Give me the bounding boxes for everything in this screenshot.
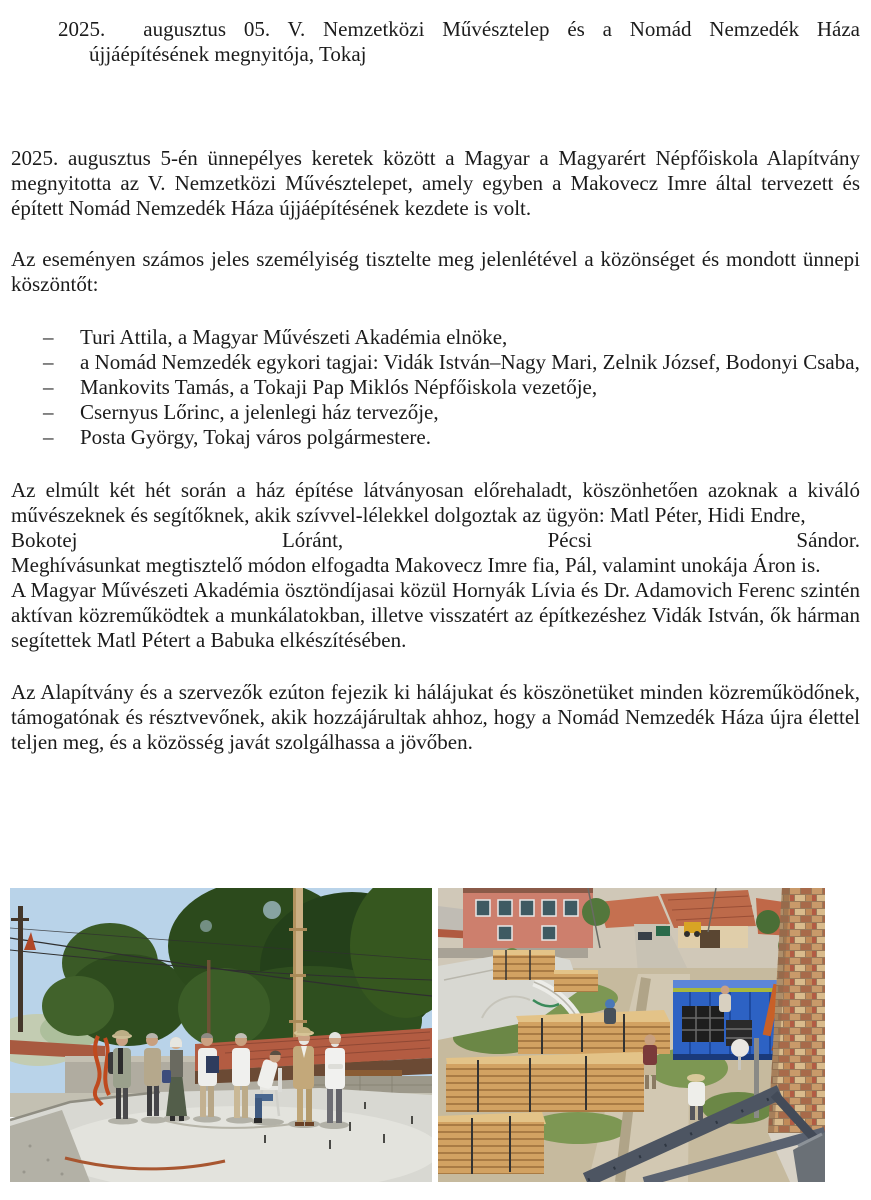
list-item-text: Csernyus Lőrinc, a jelenlegi ház tervezője, [80,400,439,424]
title-text: augusztus 05. V. Nemzetközi Művésztelep és a Nomád Nemzedék Háza [143,17,860,41]
page-title [11,17,860,67]
list-dash: – [43,325,54,349]
paragraph-progress-part2: Bokotej Lóránt, Pécsi Sándor. [11,528,860,552]
list-item-text: a Nomád Nemzedék egykori tagjai: Vidák István–Nagy Mari, Zelnik József, Bodonyi Csaba, [80,350,860,374]
list-dash: – [43,375,54,399]
list-item [11,425,860,450]
paragraph-progress-part1: Az elmúlt két hét során a ház építése látványosan előrehaladt, köszönhetően azoknak a kiváló művészeknek és segítőknek, akik szívvel-lélekkel dolgoztak az ügyön: Matl Péter, Hidi Endre, [11,478,860,527]
concrete-slab [10,1088,432,1182]
paragraph-guests-lead: Az eseményen számos jeles személyiség tisztelte meg jelenlétével a közönséget és mondott ünnepi köszöntőt: [11,247,860,296]
list-item-text: Turi Attila, a Magyar Művészeti Akadémia elnöke, [80,325,508,349]
paragraph-intro: 2025. augusztus 5-én ünnepélyes keretek között a Magyar a Magyarért Népfőiskola Alapítvány megnyitotta az V. Nemzetközi Művésztelepet, amely egyben a Makovecz Imre által tervezett és épített Nomád Nemzedék Háza újjáépítésének kezdete is volt. [11,146,860,220]
photo-lumber-yard [438,888,825,1182]
page-title-line2: újjáépítésének megnyitója, Tokaj [89,42,367,66]
list-dash: – [43,400,54,424]
list-item [11,375,860,400]
list-item [11,350,860,375]
title-date: 2025. [58,17,106,41]
paragraph-thanks: Az Alapítvány és a szervezők ezúton fejezik ki hálájukat és köszönetüket minden közreműködőnek, támogatónak és résztvevőnek, akik hozzájárultak ahhoz, hogy a Nomád Nemzedék Háza újra élettel teljen meg, és a közösség javát szolgálhassa a jövőben. [11,680,860,754]
paragraph-progress [11,478,860,578]
document-content [11,17,860,755]
paragraph-academy: A Magyar Művészeti Akadémia ösztöndíjasai közül Hornyák Lívia és Dr. Adamovich Ferenc szintén aktívan közreműködtek a munkálatokban, illetve visszatért az építkezéshez Vidák István, ők hárman segítettek Matl Pétert a Babuka elkészítésében. [11,578,860,652]
list-item [11,325,860,350]
paragraph-progress-part3: Meghívásunkat megtisztelő módon elfogadta Makovecz Imre fia, Pál, valamint unokája Áron is. [11,553,821,577]
list-item-text: Mankovits Tamás, a Tokaji Pap Miklós Népfőiskola vezetője, [80,375,598,399]
photo-group-at-foundation [10,888,432,1182]
list-dash: – [43,350,54,374]
speakers-list [11,325,860,450]
list-dash: – [43,425,54,449]
photo-row [10,888,825,1182]
list-item [11,400,860,425]
list-item-text: Posta György, Tokaj város polgármestere. [80,425,431,449]
page-title-line1 [11,17,860,42]
